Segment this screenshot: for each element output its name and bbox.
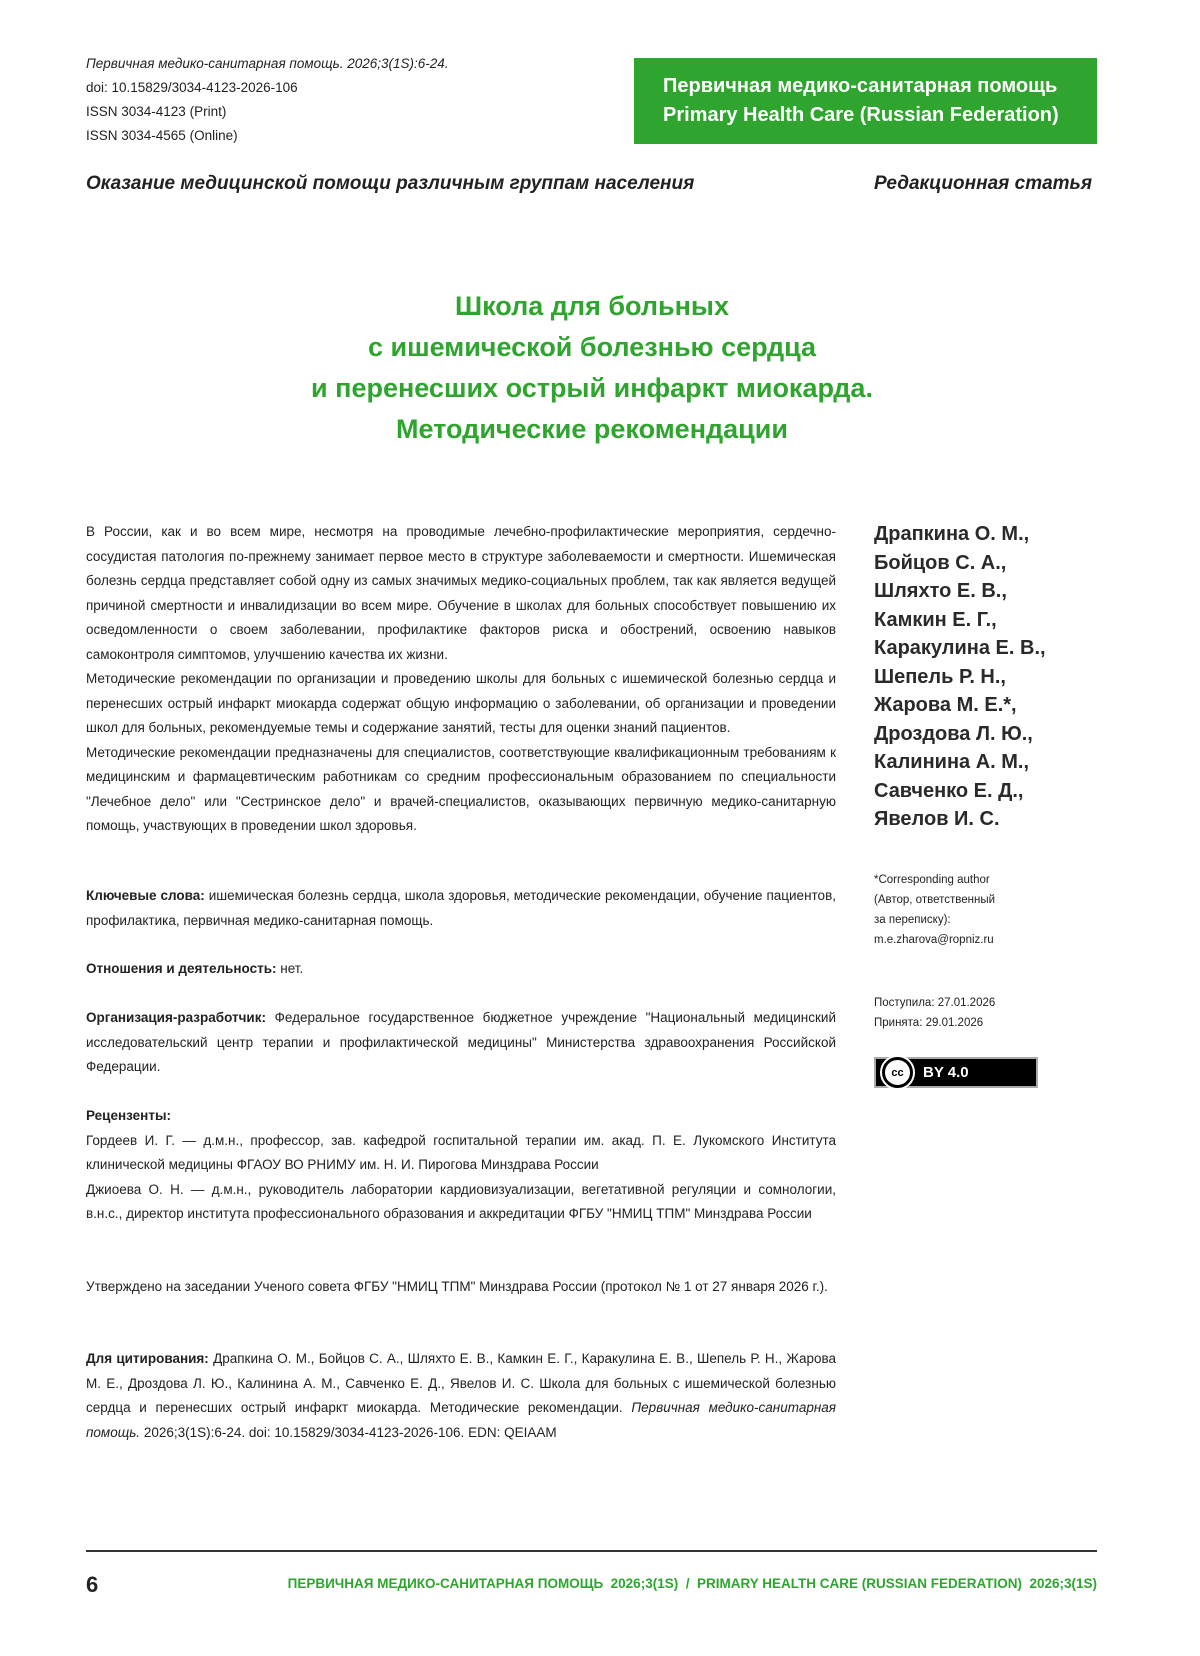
citation-journal: Первичная медико-санитарная помощь. xyxy=(86,1400,836,1440)
footer-divider xyxy=(86,1550,1097,1552)
author-name: Шепель Р. Н., xyxy=(874,665,1006,688)
corresponding-line: за переписку): xyxy=(874,914,951,926)
journal-brand-box xyxy=(634,58,1097,144)
doi[interactable]: doi: 10.15829/3034-4123-2026-106 xyxy=(86,80,298,95)
corresponding-email[interactable]: m.e.zharova@ropniz.ru xyxy=(874,934,994,946)
section-title: Оказание медицинской помощи различным группам населения xyxy=(86,173,695,194)
reviewers xyxy=(86,1104,836,1227)
citation-line: Первичная медико-санитарная помощь. 2026;3(1S):6-24. xyxy=(86,56,449,71)
article-dates xyxy=(874,993,995,1033)
issn-online: ISSN 3034-4565 (Online) xyxy=(86,128,238,143)
organization-text: Федеральное государственное бюджетное учреждение "Национальный медицинский исследовательский центр терапии и профилактической медицины" Министерства здравоохранения Российской Федерации. xyxy=(86,1010,836,1074)
corresponding-author xyxy=(874,870,995,950)
title-line: Методические рекомендации xyxy=(396,414,788,444)
author-name: Калинина А. М., xyxy=(874,751,1030,773)
journal-meta xyxy=(86,52,449,148)
title-line: с ишемической болезнью сердца xyxy=(367,332,817,362)
organization xyxy=(86,1006,836,1080)
citation-text: Драпкина О. М., Бойцов С. А., Шляхто Е. В., Камкин Е. Г., Каракулина Е. В., Шепель Р. Н., Жарова М. Е., Дроздова Л. Ю., Калинина А. М., Савченко Е. Д., Явелов И. С. Школа для больных с ишемической болезнью сердца и перенесших острый инфаркт миокарда. Методические рекомендации. xyxy=(86,1351,837,1415)
author-name: Жарова М. Е.*, xyxy=(874,694,1017,716)
author-name: Савченко Е. Д., xyxy=(874,779,1024,802)
author-name: Камкин Е. Г., xyxy=(874,608,997,631)
author-list xyxy=(874,520,1046,834)
keywords-text: ишемическая болезнь сердца, школа здоровья, методические рекомендации, обучение пациентов, профилактика, первичная медико-санитарная помощь. xyxy=(86,888,836,928)
reviewers-label: Рецензенты: xyxy=(86,1108,171,1123)
page-number: 6 xyxy=(86,1572,99,1597)
citation-block xyxy=(86,1347,836,1445)
issn-print: ISSN 3034-4123 (Print) xyxy=(86,104,227,119)
reviewer-item: Гордеев И. Г. — д.м.н., профессор, зав. кафедрой госпитальной терапии им. акад. П. Е. Лукомского Института клинической медицины ФГАОУ ВО РНИМУ им. Н. И. Пирогова Минздрава России xyxy=(86,1132,836,1172)
journal-name-ru: Первичная медико-санитарная помощь xyxy=(663,75,1058,97)
relations-label: Отношения и деятельность: xyxy=(86,961,277,976)
license-text: BY 4.0 xyxy=(923,1064,969,1081)
relations-text: нет. xyxy=(280,961,304,976)
abstract-paragraph: Методические рекомендации предназначены для специалистов, соответствующие квалификационным требованиям к медицинским и фармацевтическим работникам со средним профессиональным образованием по специальности "Лечебное дело" или "Сестринское дело" и врачей-специалистов, оказывающих первичную медико-санитарную помощь, участвующих в проведении школ здоровья. xyxy=(86,744,836,833)
article-title xyxy=(86,286,1098,450)
reviewer-item: Джиоева О. Н. — д.м.н., руководитель лаборатории кардиовизуализации, вегетативной регуляции и сомнологии, в.н.с., директор института профессионального образования и аккредитации ФГБУ "НМИЦ ТПМ" Минздрава России xyxy=(86,1181,836,1221)
journal-name-en: Primary Health Care (Russian Federation) xyxy=(663,104,1059,126)
author-name: Дроздова Л. Ю., xyxy=(874,722,1033,745)
author-name: Бойцов С. А., xyxy=(874,551,1007,574)
author-name: Шляхто Е. В., xyxy=(874,580,1007,602)
approval-note: Утверждено на заседании Ученого совета ФГБУ "НМИЦ ТПМ" Минздрава России (протокол № 1 от 27 января 2026 г.). xyxy=(86,1279,828,1294)
abstract xyxy=(86,520,836,839)
running-footer: ПЕРВИЧНАЯ МЕДИКО-САНИТАРНАЯ ПОМОЩЬ 2026;3(1S) / PRIMARY HEALTH CARE (RUSSIAN FEDERATION) 2026;3(1S) xyxy=(287,1576,1097,1591)
author-name: Явелов И. С. xyxy=(874,808,1000,830)
organization-label: Организация-разработчик: xyxy=(86,1010,266,1025)
title-line: Школа для больных xyxy=(455,291,729,321)
relations xyxy=(86,957,836,982)
cc-license-badge[interactable] xyxy=(874,1057,1038,1088)
article-type: Редакционная статья xyxy=(874,173,1093,194)
citation-tail[interactable]: 2026;3(1S):6-24. doi: 10.15829/3034-4123-2026-106. EDN: QEIAAM xyxy=(143,1424,557,1440)
abstract-paragraph: Методические рекомендации по организации и проведению школы для больных с ишемической болезнью сердца и перенесших острый инфаркт миокарда содержат общую информацию о заболевании, об организации и проведении школ для больных, рекомендуемые темы и содержание занятий, тесты для оценки знаний пациентов. xyxy=(86,671,836,735)
keywords-label: Ключевые слова: xyxy=(86,888,205,903)
author-name: Каракулина Е. В., xyxy=(874,637,1046,659)
title-line: и перенесших острый инфаркт миокарда. xyxy=(311,373,873,403)
citation-label: Для цитирования: xyxy=(86,1351,209,1366)
keywords xyxy=(86,884,836,933)
received-date: Поступила: 27.01.2026 xyxy=(874,997,996,1009)
cc-icon: cc xyxy=(882,1057,913,1088)
corresponding-line: *Corresponding author xyxy=(874,874,990,886)
accepted-date: Принята: 29.01.2026 xyxy=(874,1017,984,1029)
author-name: Драпкина О. М., xyxy=(874,523,1030,545)
abstract-paragraph: В России, как и во всем мире, несмотря на проводимые лечебно-профилактические мероприятия, сердечно-сосудистая патология по-прежнему занимает первое место в структуре заболеваемости и смертности. Ишемическая болезнь сердца представляет собой одну из самых значимых медико-социальных проблем, так как является ведущей причиной смертности и инвалидизации во всем мире. Обучение в школах для больных способствует повышению их осведомленности о своем заболевании, профилактике факторов риска и обострений, освоению навыков самоконтроля симптомов, улучшению качества их жизни. xyxy=(86,524,836,662)
corresponding-line: (Автор, ответственный xyxy=(874,894,996,906)
